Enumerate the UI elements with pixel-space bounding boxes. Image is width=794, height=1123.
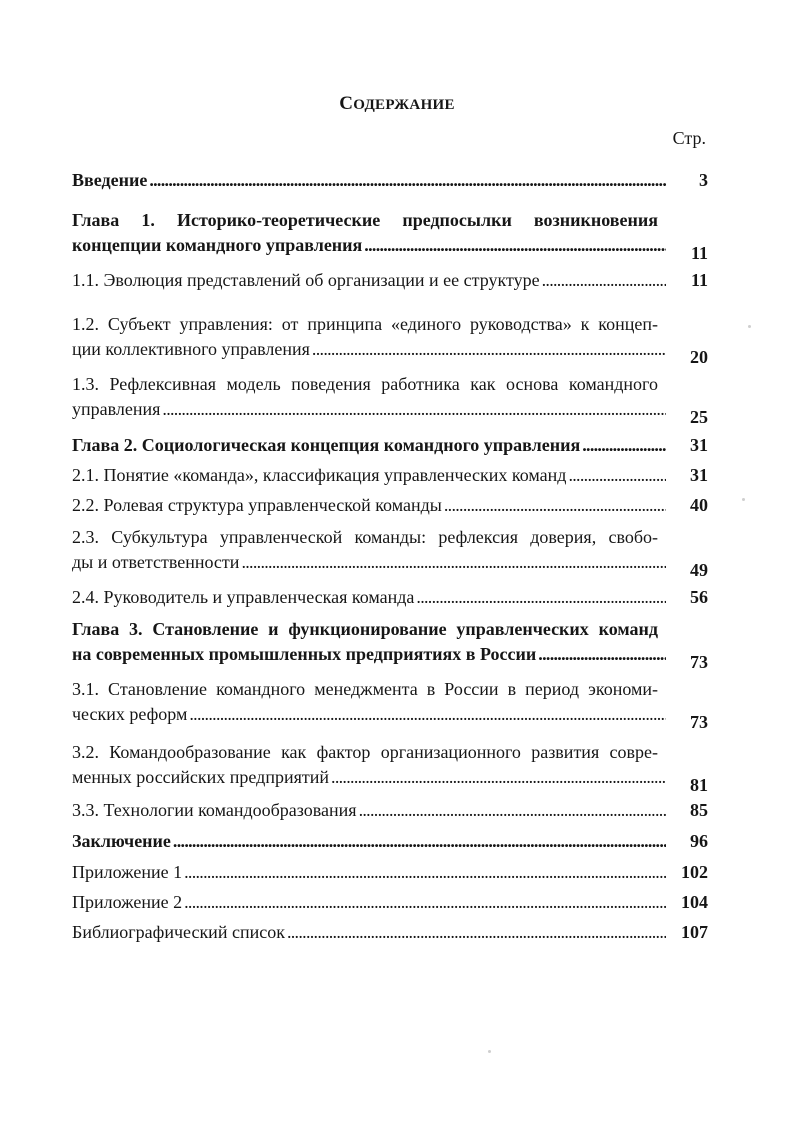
dot-leader (149, 168, 666, 193)
toc-page-number: 31 (690, 465, 708, 485)
toc-entry-text-line2: управления (72, 399, 161, 419)
toc-page-number: 73 (690, 712, 708, 732)
dot-leader (416, 585, 666, 610)
toc-page-number: 3 (699, 170, 708, 190)
toc-entry-text-line1: 3.1. Становление командного менеджмента в России в период экономи- (72, 679, 658, 699)
toc-entry-section-2-2 (72, 493, 708, 518)
page-column-label: Стр. (672, 128, 706, 148)
toc-entry-section-3-2 (72, 740, 708, 795)
toc-entry-text: Введение (72, 170, 148, 190)
dot-leader (359, 798, 666, 823)
scan-speck (748, 325, 751, 328)
toc-entry-text-line1: 2.3. Субкультура управленческой команды: рефлексия доверия, свобо- (72, 527, 658, 547)
toc-entry-text-line1: 3.2. Командообразование как фактор организационного развития совре- (72, 742, 658, 762)
toc-entry-text: 3.3. Технологии командообразования (72, 800, 357, 820)
toc-page-number: 31 (690, 435, 708, 455)
toc-entry-text-line2: на современных промышленных предприятиях в России (72, 644, 537, 664)
toc-entry-text: 2.4. Руководитель и управленческая команда (72, 587, 415, 607)
dot-leader (538, 642, 666, 667)
dot-leader (184, 860, 666, 885)
toc-entry-section-1-3 (72, 372, 708, 427)
dot-leader (287, 920, 666, 945)
toc-entry-text-line2: ческих реформ (72, 704, 188, 724)
dot-leader (444, 493, 666, 518)
dot-leader (364, 233, 666, 258)
dot-leader (542, 268, 666, 293)
dot-leader (568, 463, 666, 488)
toc-entry-text-line2: ды и ответственности (72, 552, 240, 572)
toc-entry-chapter-1 (72, 208, 708, 263)
dot-leader (162, 397, 666, 422)
dot-leader (189, 702, 666, 727)
toc-entry-section-2-1 (72, 463, 708, 488)
toc-entry-section-3-3 (72, 798, 708, 823)
toc-page-number: 11 (690, 243, 708, 263)
toc-entry-text: Заключение (72, 831, 171, 851)
toc-entry-chapter-3 (72, 617, 708, 672)
toc-page-number: 11 (690, 270, 708, 290)
dot-leader (312, 337, 666, 362)
toc-page-number: 81 (690, 775, 708, 795)
dot-leader (241, 550, 666, 575)
title-rest: ОДЕРЖАНИЕ (353, 97, 455, 113)
toc-entry-text: Приложение 1 (72, 862, 183, 882)
toc-entry-text: 1.1. Эволюция представлений об организации и ее структуре (72, 270, 540, 290)
toc-page-number: 20 (690, 347, 708, 367)
toc-entry-section-2-3 (72, 525, 708, 580)
toc-page-number: 40 (690, 495, 708, 515)
toc-page-number: 56 (690, 587, 708, 607)
dot-leader (582, 433, 666, 458)
toc-entry-section-1-2 (72, 312, 708, 367)
toc-entry-intro (72, 168, 708, 193)
toc-page-number: 107 (681, 922, 708, 942)
toc-entry-chapter-2 (72, 433, 708, 458)
toc-entry-text-line2: ции коллективного управления (72, 339, 310, 359)
dot-leader (184, 890, 666, 915)
toc-entry-section-1-1 (72, 268, 708, 293)
toc-entry-bibliography (72, 920, 708, 945)
toc-entry-text: Приложение 2 (72, 892, 183, 912)
dot-leader (173, 829, 666, 854)
toc-entry-text: 2.2. Ролевая структура управленческой команды (72, 495, 442, 515)
dot-leader (331, 765, 666, 790)
scan-speck (488, 1050, 491, 1053)
toc-page-number: 102 (681, 862, 708, 882)
toc-page-number: 73 (690, 652, 708, 672)
toc-page-number: 25 (690, 407, 708, 427)
toc-page-number: 96 (690, 831, 708, 851)
title-first-letter: С (339, 93, 354, 114)
toc-page-number: 85 (690, 800, 708, 820)
toc-entry-text-line1: 1.2. Субъект управления: от принципа «единого руководства» к концеп- (72, 314, 658, 334)
toc-entry-text: Глава 2. Социологическая концепция командного управления (72, 435, 581, 455)
toc-entry-text-line2: концепции командного управления (72, 235, 363, 255)
toc-entry-section-3-1 (72, 677, 708, 732)
toc-page-number: 104 (681, 892, 708, 912)
toc-entry-appendix-1 (72, 860, 708, 885)
toc-entry-text: Библиографический список (72, 922, 285, 942)
toc-entry-text-line1: Глава 1. Историко-теоретические предпосылки возникновения (72, 210, 658, 230)
toc-entry-text-line1: Глава 3. Становление и функционирование управленческих команд (72, 619, 658, 639)
page-title (0, 93, 794, 115)
scan-speck (742, 498, 745, 501)
toc-page-number: 49 (690, 560, 708, 580)
toc-entry-conclusion (72, 829, 708, 854)
toc-entry-appendix-2 (72, 890, 708, 915)
toc-entry-text-line1: 1.3. Рефлексивная модель поведения работника как основа командного (72, 374, 658, 394)
toc-entry-text: 2.1. Понятие «команда», классификация управленческих команд (72, 465, 567, 485)
toc-entry-text-line2: менных российских предприятий (72, 767, 330, 787)
toc-entry-section-2-4 (72, 585, 708, 610)
